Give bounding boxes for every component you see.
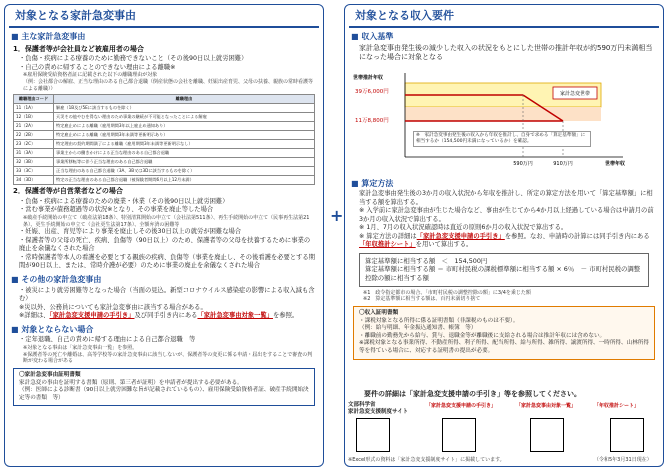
qr-label-causes: 「家計急変事由対象一覧」 xyxy=(516,403,577,409)
table-cell-code: 23（2C） xyxy=(14,140,54,149)
proof-documents-box xyxy=(13,368,315,406)
table-header-code: 離職理由コード xyxy=(14,95,54,104)
bottom-title: 要件の詳細は「家計急変支援申請の手引き」等を参照してください。 xyxy=(364,390,581,398)
table-row xyxy=(14,167,315,176)
cause-list-link[interactable]: 「家計急変事由対象一覧」 xyxy=(197,312,274,320)
table-row xyxy=(14,140,315,149)
table-cell-code: 34（3D） xyxy=(14,176,54,185)
table-cell-code: 21（2A） xyxy=(14,122,54,131)
chart-y-mid: 11万8,800円 xyxy=(355,117,389,124)
chart-y-top: 39万6,000円 xyxy=(355,88,389,95)
table-cell-reason: 正当な理由のある自己都合退職（3A、3B又は3Dに該当するものを除く） xyxy=(54,167,315,176)
income-proof-title: 〇収入証明書類 xyxy=(359,310,399,317)
qr-label-sheet: 「年収推計シート」 xyxy=(594,403,640,409)
table-cell-reason: 天災その他やむを得ない理由のため事業の継続が不可能となったことによる解雇 xyxy=(54,113,315,122)
bullet-public-servant: ※災以外、公務員についても家計急変事由に該当する場合がある。 xyxy=(19,303,207,311)
qr-label-guide: 「家計急変支援申請の手引き」 xyxy=(426,403,497,409)
table-cell-code: 22（2B） xyxy=(14,131,54,140)
table-cell-reason: 特定雇止めによる離職（雇用期間3年未満等更新明示あり） xyxy=(54,131,315,140)
left-panel-title: 対象となる家計急変事由 xyxy=(9,5,319,28)
table-row xyxy=(14,113,315,122)
note-cause-list: ※対象となる事由は「家計急変事由一覧」を参照。 xyxy=(23,344,138,351)
chart-x-910: 910万円 xyxy=(553,160,573,167)
bullet-illness: ・負傷・疾病による療養のために勤務できないこと（その後90日以上就労困難） xyxy=(19,55,248,63)
table-cell-code: 12（1B） xyxy=(14,113,54,122)
bullet-se-pregnancy: ・妊娠、出産、育児等により事業を廃止しその後30日以上の就労が困難な場合 xyxy=(19,228,242,236)
income-criteria-text: 家計急変事由発生後の減少した収入の状況をもとにした世帯の推計年収が約590万円未満相当になった場合に対象となる xyxy=(359,43,653,62)
qr-code-guide[interactable] xyxy=(442,418,476,452)
table-row xyxy=(14,158,315,167)
table-row xyxy=(14,131,315,140)
section-calc-method: ■ 算定方法 xyxy=(351,178,394,188)
bullet-dismissal: ・自己の責めに帰することのできない理由による離職※ xyxy=(19,63,176,71)
footer-excel-note: ※Excel形式の資料は「家計急変支援制度サイト」に掲載しています。 xyxy=(348,457,505,463)
bottom-org-2: 家計急変支援制度サイト xyxy=(348,409,409,415)
income-chart xyxy=(353,65,655,175)
note-death-divorce: ※保護者等の死亡や離婚は、高等学校等の家計急変事由に該当しないが、保護者等の変更に係る申請・届出をすることで審査の判断が変わる場合がある xyxy=(23,351,313,365)
table-row xyxy=(14,104,315,113)
note-examples: （例：会社都合の解雇、正当な理由のある自己都合退職（倒産状態の会社を離職、妊娠出産育児、父母の扶養、親族の常時看護等による離職）） xyxy=(23,78,314,92)
chart-lower-band xyxy=(405,107,601,121)
chart-y-label: 世帯推計年収 xyxy=(353,74,384,81)
chart-x-590: 590万円 xyxy=(513,160,533,167)
footer-date: （令和5年3月31日現在） xyxy=(594,457,652,463)
calc-text-1: 家計急変事由発生後の3か月の収入状況から年収を推計し、所定の算定方法を用いて「算定基準額」に相当する額を算出する。 xyxy=(359,190,653,206)
plus-icon: + xyxy=(330,206,344,225)
bottom-reference-area xyxy=(344,388,664,467)
estimate-sheet-link[interactable]: 「年収推計シート」 xyxy=(359,241,416,249)
table-cell-reason: 特定の正当な理由のある自己都合退職（被保険者期間6月以上12月未満） xyxy=(54,176,315,185)
detail-reference: ※詳細は、「家計急変支援申請の手引き」及び同手引き内にある「家計急変事由対象一覧」を参照。 xyxy=(19,312,299,320)
table-cell-reason: 解雇（1B及び5Eに該当するものを除く） xyxy=(54,104,315,113)
bullet-se-care: ・常時保護者等本人の看護を必要とする親族の疾病、負傷等（事業を廃止し、その後看護を必要とする期間が90日以上、または、常時介護が必要）のために事業の廃止を余儀なくされた場合 xyxy=(19,253,315,270)
chart-box-label: 家計急変世帯 xyxy=(559,90,591,97)
chart-note: ※ 家計急変事由発生後の収入から年収を推計し、自身で求める「算定基準額」に相当するか（154,500円未満になっているか）を確認。 xyxy=(413,131,591,147)
proof-box-line1: 家計急変の事由を証明する書類（原則、第三者が証明）を申請者が提出する必要がある。 xyxy=(19,379,243,386)
qr-code-sheet[interactable] xyxy=(610,418,644,452)
left-panel xyxy=(4,4,324,467)
calc-note-2: ※2 算定基準額に相当する額は、百円未満切り捨て xyxy=(363,296,481,303)
table-cell-reason: 特定雇止めによる離職（雇用期間3年以上雇止め通知あり） xyxy=(54,122,315,131)
calc-note-1: ※1 政令指定都市の場合、「市町村民税の調整控除の額」に3/4を乗じた額 xyxy=(363,289,531,296)
income-proof-line4: ※課税対象となる事業所得、不動産所得、利子所得、配当所得、給与所得、雑所得、譲渡所得、一時所得、山林所得等を得ている場合に、対応する証明書の提出が必要。 xyxy=(359,340,649,354)
table-cell-reason: 特定理由の契約期間満了による離職（雇用期間3年未満等更新明示なし） xyxy=(54,140,315,149)
guide-link-right[interactable]: 「家計急変支援申請の手引き」 xyxy=(416,232,505,240)
table-cell-code: 32（3B） xyxy=(14,158,54,167)
bullet-se-illness: ・負傷・疾病による療養のための廃業・休業（その後90日以上就労困難） xyxy=(19,197,229,205)
bullet-retirement: ・定年退職、自己の責めに帰する理由による自己都合退職 等 xyxy=(19,336,196,344)
income-proof-line1: ・課税対象となる所得に係る証明書類（非課税のものは不要）。 xyxy=(359,317,519,324)
table-cell-code: 33（3C） xyxy=(14,167,54,176)
section-not-eligible: ■ 対象とならない場合 xyxy=(11,324,94,334)
bottom-org-1: 文部科学省 xyxy=(348,402,376,408)
income-proof-line2: （例：給与明細、年金振込通知書、帳簿 等） xyxy=(359,325,477,332)
note-bankruptcy: ※破産手続開始の申立て（破産法第18条）、特別清算開始の申立て（会社法第511条）、再生手続開始の申立て（民事再生法第21条）、更生手続開始の申立て（会社更生法第17条）、全額弁済の困難等 xyxy=(23,214,310,228)
table-row xyxy=(14,149,315,158)
table-row xyxy=(14,122,315,131)
separation-code-table xyxy=(13,94,315,185)
qr-code-causes[interactable] xyxy=(530,418,564,452)
subsection-self-employed: 2．保護者等が自営業者などの場合 xyxy=(13,187,123,196)
table-cell-reason: 事業所移転等に伴う正当な理由のある自己都合退職 xyxy=(54,158,315,167)
calc-formula-1: 算定基準額に相当する額 ＜ 154,500円 xyxy=(365,256,488,265)
calc-formula-box xyxy=(359,253,649,287)
proof-box-title: 〇家計急変事由証明書類 xyxy=(19,372,81,379)
guide-link[interactable]: 「家計急変支援申請の手引き」 xyxy=(49,312,135,320)
table-body xyxy=(14,104,315,185)
chart-x-label: 世帯年収 xyxy=(605,160,626,167)
table-cell-code: 11（1A） xyxy=(14,104,54,113)
table-header-reason: 離職理由 xyxy=(54,95,315,104)
income-proof-box xyxy=(353,306,655,359)
proof-box-line2: （例：医師による診断書（90日以上就労困難な旨が記載されているもの）、雇用保険受給資格者証、破産手続開始決定等の書類 等） xyxy=(19,387,309,401)
subsection-employee: 1．保護者等が会社員など被雇用者の場合 xyxy=(13,44,144,53)
qr-code-site[interactable] xyxy=(356,418,390,452)
table-row xyxy=(14,176,315,185)
bullet-se-debt: ・営む事業が債務超過等の状況※となり、その事業を廃止等した場合 xyxy=(19,206,214,214)
income-chart-svg xyxy=(353,65,657,175)
income-proof-line3: ・離職前の勤務先から給与、賞与、退職金等が離職後に支給される場合は推計年収には含めない。 xyxy=(359,332,606,339)
table-cell-code: 31（3A） xyxy=(14,149,54,158)
section-other-causes: ■ その他の家計急変事由 xyxy=(11,274,102,284)
table-cell-reason: 事業主からの働きかけによる正当な理由のある自己都合退職 xyxy=(54,149,315,158)
calc-text-4: ※ 算定方法の詳細は「家計急変支援申請の手引き」を参照。なお、申請時の計算には同手引き内にある「年収推計シート」を用いて算出する。 xyxy=(359,232,650,249)
calc-formula-2: 算定基準額に相当する額 ＝ 市町村民税の課税標準額に相当する額 × 6％ － 市町村民税の調整控除の額に相当する額 xyxy=(365,265,641,283)
section-income-criteria: ■ 収入基準 xyxy=(351,31,394,41)
bullet-disaster: ・被災により就労困難等となった場合（当面の見込。新型コロナウイルス感染症の影響による収入減も含む） xyxy=(19,286,315,303)
section-main-causes: ■ 主な家計急変事由 xyxy=(11,31,86,41)
calc-text-2: ※ 入学前に家計急変事由が生じた場合など、事由が生じてから4か月以上経過している場合は申請月の前3か月の収入状況で算出する。 xyxy=(359,207,654,223)
bullet-se-parents: ・保護者等の父母の死亡、疾病、負傷等（90日以上）のため、保護者等の父母を扶養するために事業の廃止を余儀なくされた場合 xyxy=(19,236,311,253)
note-insurance: ※雇用保険受給資格者証に記載された以下の離職理由が対象 xyxy=(23,72,158,79)
calc-text-3: ※ 1月、7月の収入状況確認時は直近の原則6か月の収入状況で算出する。 xyxy=(359,224,568,232)
right-panel-title: 対象となる収入要件 xyxy=(349,5,659,28)
